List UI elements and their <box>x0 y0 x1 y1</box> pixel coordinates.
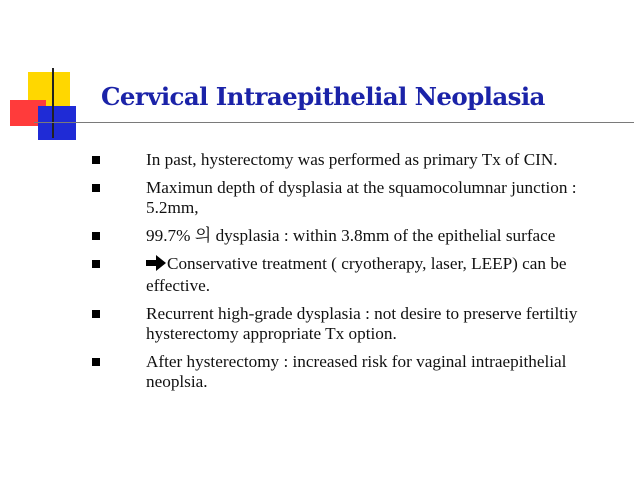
square-bullet-icon <box>92 358 100 366</box>
bullet-item <box>92 178 612 218</box>
bullet-text: In past, hysterectomy was performed as primary Tx of CIN. <box>146 150 558 169</box>
decorative-vertical-line <box>52 68 54 138</box>
bullet-text: Conservative treatment ( cryotherapy, laser, LEEP) can be effective. <box>146 254 567 295</box>
square-bullet-icon <box>92 156 100 164</box>
decorative-blue-square <box>38 106 76 140</box>
bullet-item <box>92 226 612 246</box>
bullet-text: 99.7% 의 dysplasia : within 3.8mm of the epithelial surface <box>146 226 556 245</box>
right-arrow-icon <box>146 255 166 276</box>
bullet-item <box>92 150 612 170</box>
bullet-item <box>92 352 612 392</box>
square-bullet-icon <box>92 232 100 240</box>
bullet-item <box>92 254 612 296</box>
square-bullet-icon <box>92 260 100 268</box>
bullet-text: Maximun depth of dysplasia at the squamocolumnar junction : 5.2mm, <box>146 178 577 217</box>
slide-title: Cervical Intraepithelial Neoplasia <box>101 82 545 111</box>
bullet-list <box>92 150 612 400</box>
square-bullet-icon <box>92 184 100 192</box>
bullet-text: After hysterectomy : increased risk for vaginal intraepithelial neoplsia. <box>146 352 567 391</box>
square-bullet-icon <box>92 310 100 318</box>
title-underline <box>34 122 634 123</box>
bullet-item <box>92 304 612 344</box>
bullet-text: Recurrent high-grade dysplasia : not desire to preserve fertiltiy hysterectomy appropriate Tx option. <box>146 304 578 343</box>
